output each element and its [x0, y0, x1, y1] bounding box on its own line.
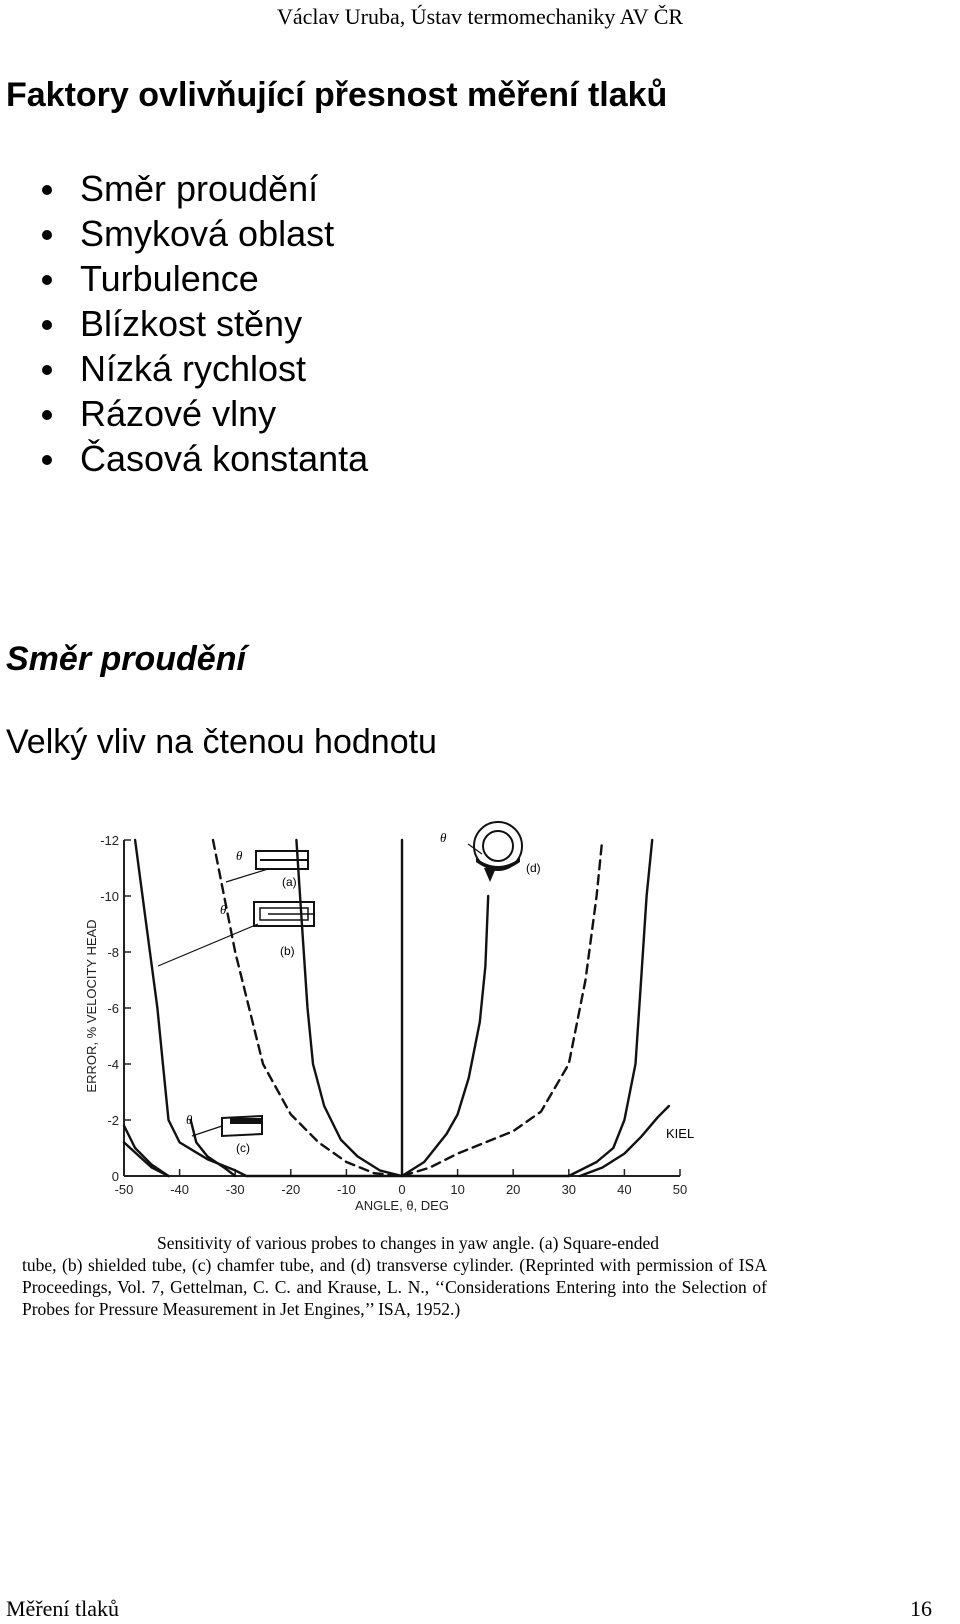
- list-item: [42, 391, 368, 436]
- list-item-label: Rázové vlny: [80, 393, 277, 434]
- lead-text: Velký vliv na čtenou hodnotu: [6, 723, 437, 761]
- list-item-label: Blízkost stěny: [80, 303, 303, 344]
- list-item: [42, 256, 368, 301]
- x-tick-label: -50: [114, 1182, 134, 1197]
- list-item: [42, 436, 368, 481]
- bullet-icon: [42, 320, 52, 330]
- x-axis-label: ANGLE, θ, DEG: [355, 1198, 449, 1213]
- x-tick-label: -30: [225, 1182, 245, 1197]
- yaw-sensitivity-chart: [20, 820, 800, 1230]
- page-number: 16: [910, 1596, 932, 1621]
- y-tick-label: -4: [107, 1057, 119, 1072]
- figure-caption: [22, 1232, 767, 1320]
- curve-d: [296, 840, 488, 1176]
- list-item-label: Nízká rychlost: [80, 348, 307, 389]
- curves: [124, 840, 669, 1176]
- bullet-icon: [42, 410, 52, 420]
- footer-title: Měření tlaků: [6, 1596, 120, 1621]
- list-item-label: Turbulence: [80, 258, 259, 299]
- bullet-icon: [42, 185, 52, 195]
- curve-c: [124, 1126, 169, 1176]
- y-tick-label: -8: [107, 945, 119, 960]
- x-tick-label: 0: [398, 1182, 406, 1197]
- list-item: [42, 211, 368, 256]
- theta-label-d: θ: [440, 830, 447, 845]
- x-tick-label: 30: [561, 1182, 577, 1197]
- list-item-label: Smyková oblast: [80, 213, 335, 254]
- curve-a: [213, 840, 602, 1176]
- x-tick-label: 50: [672, 1182, 688, 1197]
- x-tick-label: 10: [450, 1182, 465, 1197]
- caption-text: tube, (b) shielded tube, (c) chamfer tube, and (d) transverse cylinder. (Reprinted with permission of ISA Proceedings, Vol. 7, Gettelman, C. C. and Krause, L. N., ‘‘Considerations Entering into the Selection of Probes for Pressure Measurement in Jet Engines,’’ ISA, 1952.): [22, 1255, 767, 1319]
- curve-b: [135, 840, 652, 1176]
- probe-label-a: (a): [282, 875, 297, 889]
- theta-label-c: θ: [186, 1112, 193, 1127]
- theta-label-a: θ: [236, 848, 243, 863]
- caption-first-line: Sensitivity of various probes to changes in yaw angle. (a) Square-ended: [157, 1233, 660, 1253]
- list-item-label: Směr proudění: [80, 168, 319, 209]
- probe-label-b: (b): [280, 944, 295, 958]
- bullet-icon: [42, 455, 52, 465]
- page-header: Václav Uruba, Ústav termomechaniky AV ČR: [276, 4, 684, 29]
- y-tick-label: -6: [107, 1001, 119, 1016]
- x-tick-label: -10: [337, 1182, 356, 1197]
- bullet-icon: [42, 275, 52, 285]
- y-tick-label: -2: [107, 1113, 119, 1128]
- list-item: [42, 166, 368, 211]
- factor-list: [42, 166, 368, 481]
- y-tick-label: -12: [100, 833, 119, 848]
- x-tick-label: -20: [281, 1182, 301, 1197]
- x-tick-label: -40: [170, 1182, 189, 1197]
- probe-d-icon: [468, 822, 522, 882]
- kiel-label: KIEL: [666, 1126, 695, 1141]
- probe-label-c: (c): [236, 1141, 250, 1155]
- x-tick-label: 20: [505, 1182, 521, 1197]
- list-item: [42, 301, 368, 346]
- x-tick-label: 40: [617, 1182, 632, 1197]
- bullet-icon: [42, 230, 52, 240]
- probe-label-d: (d): [526, 861, 541, 875]
- page-title: Faktory ovlivňující přesnost měření tlaků: [6, 76, 668, 114]
- list-item: [42, 346, 368, 391]
- section-heading: Směr proudění: [6, 640, 246, 678]
- theta-label-b: θ: [220, 902, 227, 917]
- y-tick-label: -10: [100, 889, 119, 904]
- y-tick-label: 0: [111, 1169, 119, 1184]
- probe-c-icon: [192, 1116, 262, 1136]
- list-item-label: Časová konstanta: [80, 438, 369, 479]
- bullet-icon: [42, 365, 52, 375]
- y-axis-label: ERROR, % VELOCITY HEAD: [84, 919, 99, 1093]
